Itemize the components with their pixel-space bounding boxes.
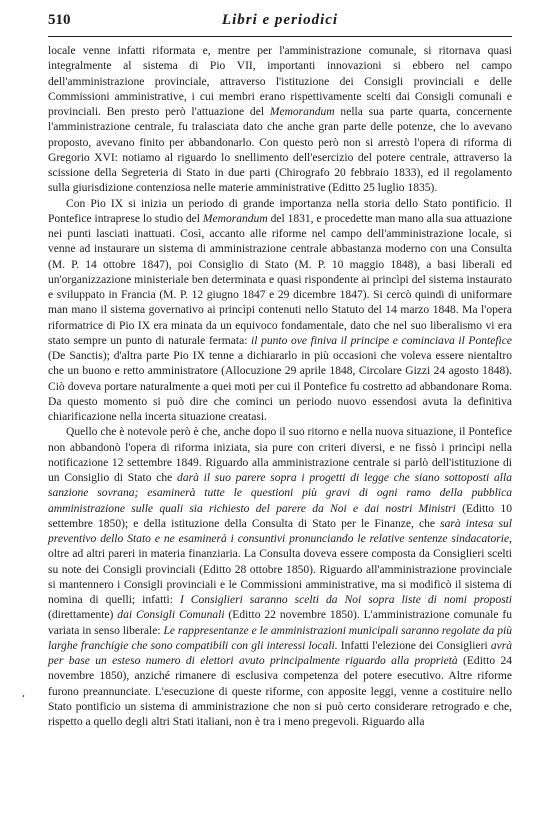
paragraph-2 — [48, 197, 512, 426]
text-run: (De Sanctis); d'altra parte Pio IX tenne a dichiararlo in più occasioni che voleva essere nientaltro che un buono e retto amministratore (Allocuzione 29 aprile 1848, Circolare Gizzi 24 agosto 1848). Ciò doveva portare naturalmente a quei moti per cui il Pontefice fu costretto ad abbandonare Roma. Da questo momento si può dire che cominci un periodo nuovo essendosi avuta la definitiva chiarificazione nella incerta situazione creatasi. — [48, 350, 512, 423]
text-run: (Editto 22 novembre 1850). L'amministrazione comunale fu variata in senso liberale: — [48, 609, 512, 637]
text-run: (direttamente) — [48, 609, 118, 622]
italic-run: il punto ove finiva il principe e cominciava il Pontefice — [251, 334, 513, 347]
margin-mark: , — [22, 688, 26, 699]
page-number: 510 — [48, 12, 71, 28]
text-run: (Editto 10 settembre 1850); e della istituzione della Consulta di Stato per le Finanze, che — [48, 502, 512, 530]
text-run: Con Pio IX si inizia un periodo di grande importanza nella storia dello Stato pontificio. Il Pontefice intraprese lo studio del — [48, 197, 512, 225]
header-rule — [48, 36, 512, 37]
text-run: locale venne infatti riformata e, mentre per l'amministrazione comunale, si ritornava quasi integralmente al sistema di Pio VII, importanti innovazioni si ebbero nel campo dell'amministrazione provinciale, attraverso l'istituzione dei Consigli provinciali e delle Commissioni amministrative, i cui membri erano rispettivamente scelti dai Consigli comunali e provinciali. Ben presto però l'attuazione del — [48, 45, 512, 118]
text-run: nella sua parte quarta, concernente l'amministrazione centrale, fu tralasciata dato che anche gran parte delle potenze, che lo avevano proposto, avevano finito per abbandonarlo. Con questo però non si arrestò l'opera di riforma di Gregorio XVI: notiamo al riguardo lo snellimento dell'esercizio del potere centrale, attraverso la scissione della Segreteria di Stato in due parti (Chirografo 20 febbraio 1833), ed il regolamento sulla giurisdizione contenziosa nelle materie amministrative (Editto 25 luglio 1835). — [48, 106, 512, 195]
text-run: Quello che è notevole però è che, anche dopo il suo ritorno e nella nuova situazione, il Pontefice non abbandonò l'opera di riforma iniziata, sia pure con criteri diversi, e ne fissò i princìpi nella notificazione 12 settembre 1849. Riguardo alla amministrazione centrale si parlò dell'istituzione di un Consiglio di Stato che — [48, 426, 512, 484]
text-run: Infatti l'elezione dei Consiglieri — [337, 639, 491, 652]
page-header — [48, 12, 512, 34]
italic-run: darà il suo parere sopra i progetti di legge che siano sottoposti alla sanzione sovrana; esaminerà tutte le questioni più gravi di ogni ramo della pubblica amministrazione sulle quali sia richiesto del parere da Noi e dai nostri Ministri — [48, 472, 512, 515]
paragraph-1 — [48, 44, 512, 197]
running-title: Libri e periodici — [221, 12, 339, 28]
text-run: (Editto 24 novembre 1850), anziché rimanere di esclusiva competenza del potere esecutivo. Altre riforme furono preannunciate. L'esecuzione di queste riforme, con apposite leggi, venne a costituire nello Stato pontificio un sistema di amministrazione che non si può certo considerare retrogrado e che, rispetto a quello degli altri Stati italiani, non è tra i meno pregevoli. Riguardo alla — [48, 655, 513, 728]
italic-run: Memorandum — [269, 106, 335, 118]
italic-run: dai Consigli Comunali — [117, 609, 225, 622]
italic-run: Le rappresentanze e le amministrazioni municipali saranno regolate da più larghe franchigie che sono compatibili con gli interessi locali. — [48, 624, 512, 652]
paragraph-3 — [48, 425, 512, 730]
italic-run: sarà intesa sul preventivo dello Stato e ne esaminerà i consuntivi pronunciando le relative sentenze sindacatorie — [48, 517, 512, 545]
italic-run: I Consiglieri saranno scelti da Noi sopra liste di nomi proposti — [179, 594, 513, 606]
text-run: del 1831, e procedette man mano alla sua attuazione nei punti lasciati inattuati. Così, accanto alle riforme nel campo dell'amministrazione locale, si venne ad instaurare un sistema di amministrazione centrale abbastanza moderno con una Consulta (M. P. 14 ottobre 1847), poi Consiglio di Stato (M. P. 10 maggio 1848), a basi liberali ed un'organizzazione ministeriale ben determinata e quasi rispondente ai princìpi del sistema instaurato e sviluppato in Francia (M. P. 12 giugno 1847 e 29 dicembre 1847). Si cercò quindi di uniformare man mano il sistema governativo ai princìpi contenuti nello Statuto del 14 marzo 1848. Ma l'opera riformatrice di Pio IX era minata da un equivoco fondamentale, dato che nel suo liberalismo vi era stato sempre un punto di naturale fermata: — [48, 212, 512, 347]
italic-run: Memorandum — [202, 212, 268, 225]
text-run: , oltre ad altri pareri in materia finanziaria. La Consulta doveva essere composta da Consiglieri scelti su note dei Consigli provinciali (Editto 28 ottobre 1850). Riguardo all'amministrazione provinciale si mantennero i Consigli provinciali e le Commissioni amministrative, ma si modificò il sistema di nomina di quelli; infatti: — [48, 533, 512, 606]
italic-run: avrà per base un esteso numero di elettori avuto principalmente riguardo alla proprietà — [48, 639, 512, 667]
body-text — [48, 44, 512, 730]
